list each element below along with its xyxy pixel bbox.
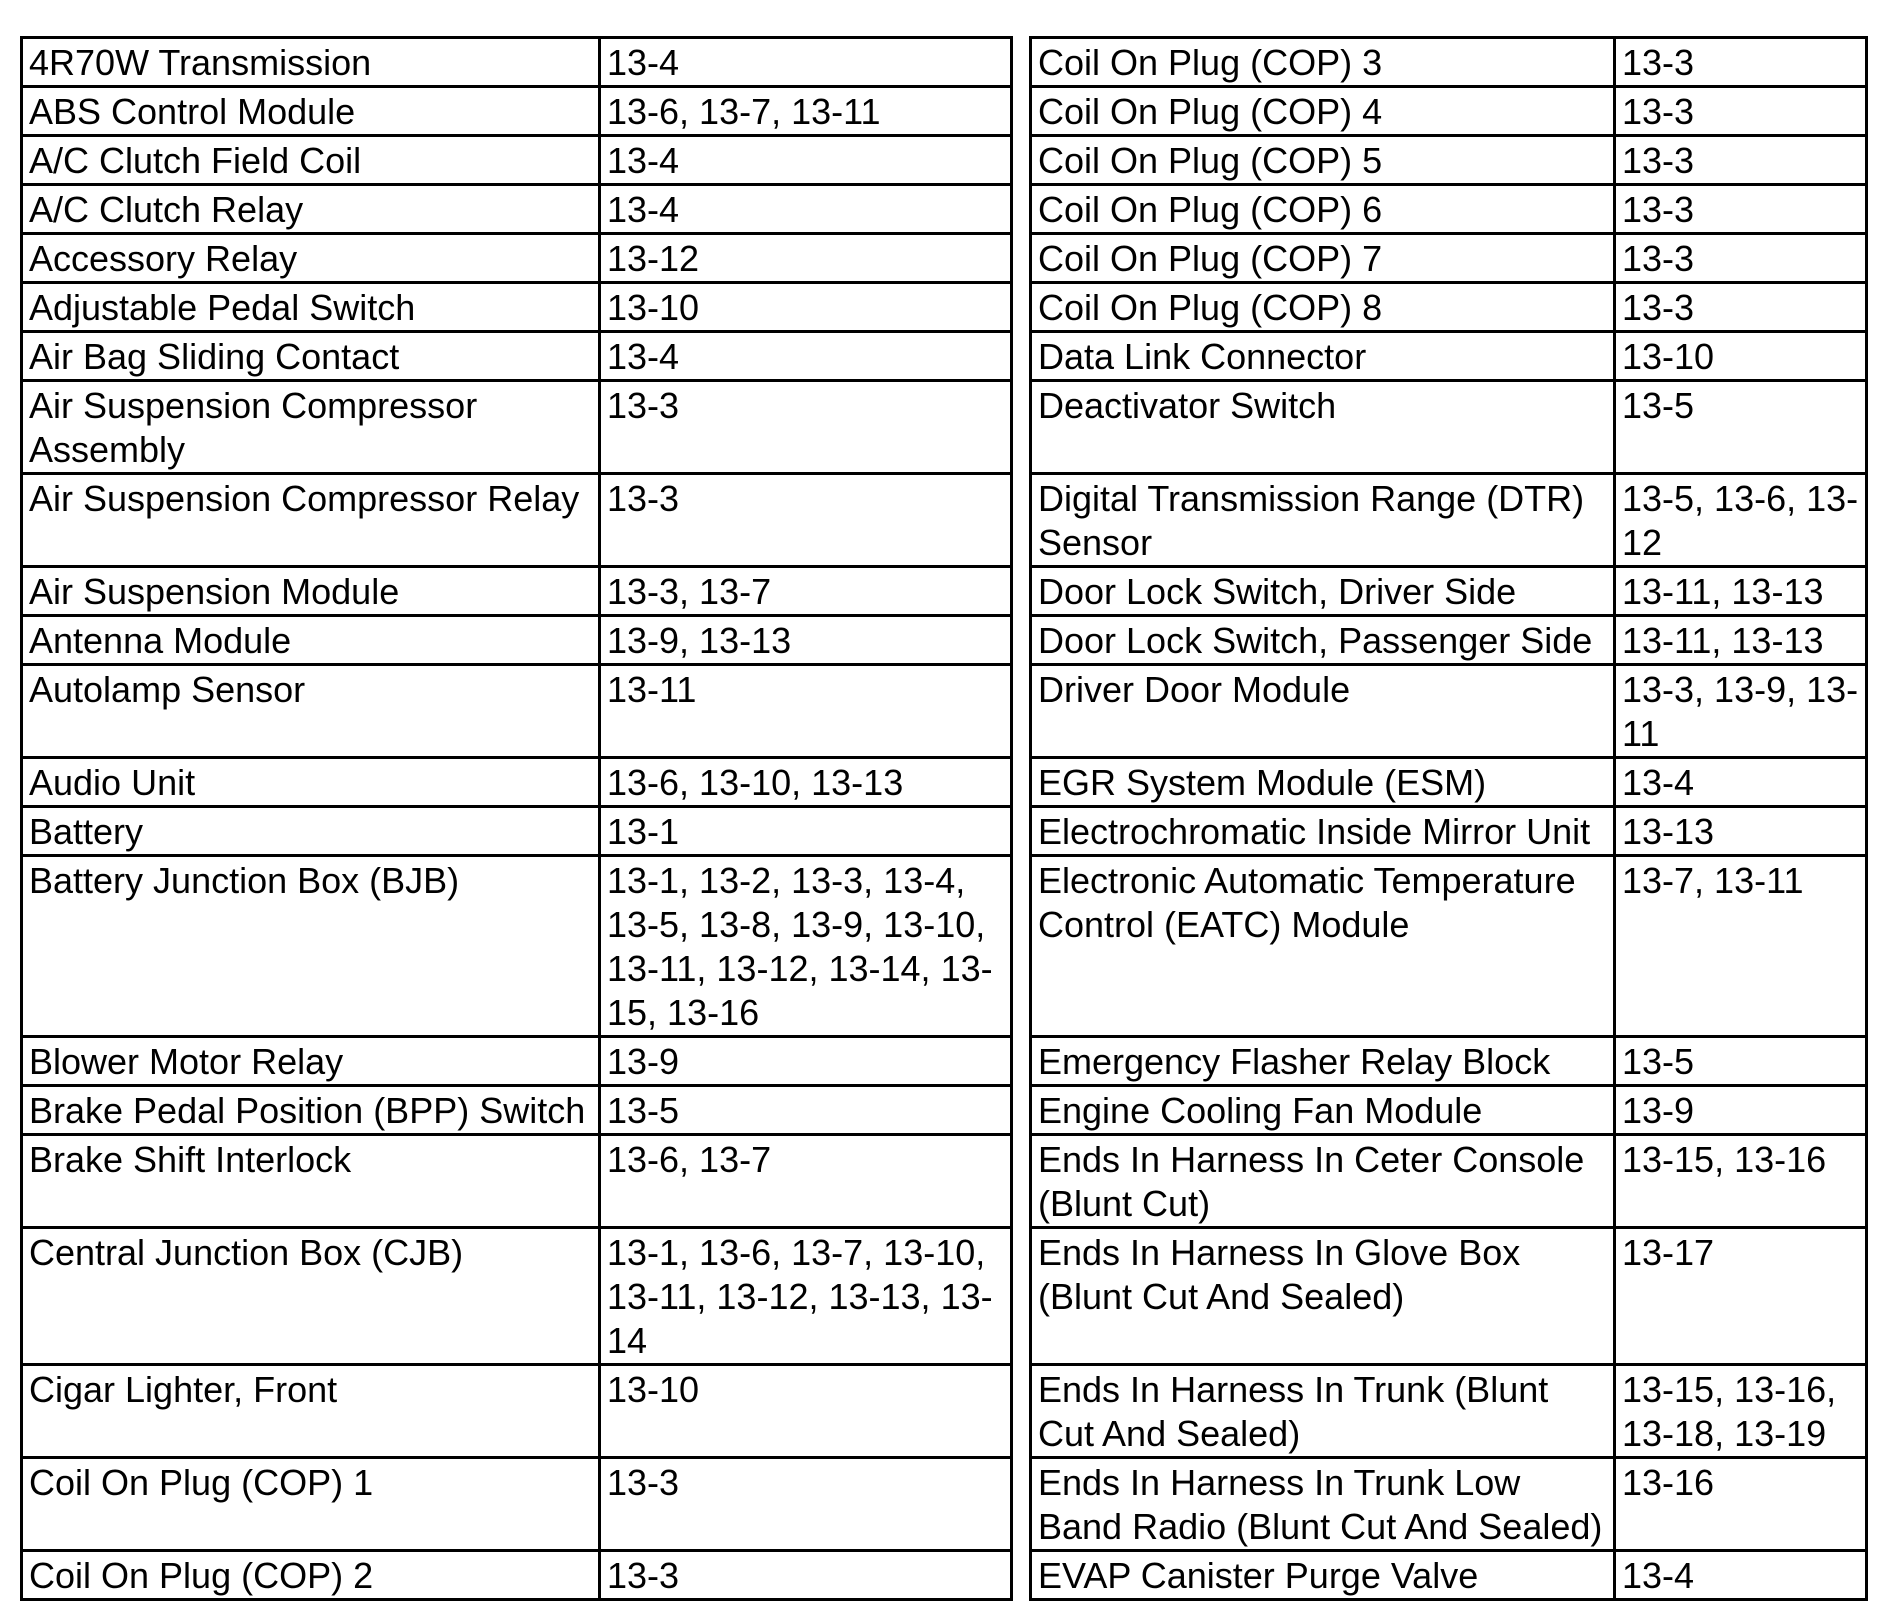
component-name-cell: Audio Unit [22,758,600,807]
component-name-cell: Adjustable Pedal Switch [22,283,600,332]
component-name-cell: Emergency Flasher Relay Block [1031,1037,1615,1086]
page-reference-cell: 13-16 [1615,1458,1867,1551]
component-name-cell: 4R70W Transmission [22,38,600,87]
table-row [22,234,1012,283]
page-reference-cell: 13-4 [1615,1551,1867,1600]
page-reference-cell: 13-3 [1615,234,1867,283]
table-row [22,665,1012,758]
page-reference-cell: 13-9 [600,1037,1012,1086]
table-row [22,185,1012,234]
table-row [1031,1135,1867,1228]
component-name-cell: Door Lock Switch, Passenger Side [1031,616,1615,665]
component-name-cell: Ends In Harness In Trunk (Blunt Cut And Sealed) [1031,1365,1615,1458]
table-row [1031,1228,1867,1365]
component-name-cell: EGR System Module (ESM) [1031,758,1615,807]
table-row [22,381,1012,474]
page-reference-cell: 13-3 [1615,185,1867,234]
component-name-cell: Engine Cooling Fan Module [1031,1086,1615,1135]
table-row [22,856,1012,1037]
component-name-cell: Blower Motor Relay [22,1037,600,1086]
component-name-cell: Coil On Plug (COP) 1 [22,1458,600,1551]
table-row [1031,381,1867,474]
component-name-cell: Air Suspension Module [22,567,600,616]
page-reference-cell: 13-6, 13-7 [600,1135,1012,1228]
table-row [22,136,1012,185]
page-reference-cell: 13-11, 13-13 [1615,616,1867,665]
component-name-cell: Driver Door Module [1031,665,1615,758]
page-reference-cell: 13-1 [600,807,1012,856]
page-reference-cell: 13-4 [600,136,1012,185]
component-name-cell: Air Bag Sliding Contact [22,332,600,381]
component-name-cell: Accessory Relay [22,234,600,283]
component-name-cell: Coil On Plug (COP) 8 [1031,283,1615,332]
table-row [22,1086,1012,1135]
table-row [22,1365,1012,1458]
table-row [22,1228,1012,1365]
component-name-cell: Air Suspension Compressor Assembly [22,381,600,474]
page-reference-cell: 13-7, 13-11 [1615,856,1867,1037]
table-row [1031,283,1867,332]
page-reference-cell: 13-3 [1615,136,1867,185]
table-row [22,474,1012,567]
page-reference-cell: 13-13 [1615,807,1867,856]
component-name-cell: Deactivator Switch [1031,381,1615,474]
component-name-cell: Ends In Harness In Glove Box (Blunt Cut And Sealed) [1031,1228,1615,1365]
component-name-cell: Electrochromatic Inside Mirror Unit [1031,807,1615,856]
right-index-table [1029,36,1868,1601]
page-reference-cell: 13-3 [1615,38,1867,87]
page-reference-cell: 13-3 [1615,283,1867,332]
page-reference-cell: 13-11 [600,665,1012,758]
page-reference-cell: 13-3 [600,474,1012,567]
page-reference-cell: 13-3 [600,1458,1012,1551]
table-row [1031,474,1867,567]
page-reference-cell: 13-1, 13-6, 13-7, 13-10, 13-11, 13-12, 13-13, 13-14 [600,1228,1012,1365]
component-name-cell: Battery Junction Box (BJB) [22,856,600,1037]
page-reference-cell: 13-6, 13-7, 13-11 [600,87,1012,136]
table-row [22,283,1012,332]
page-reference-cell: 13-4 [600,332,1012,381]
page-reference-cell: 13-15, 13-16, 13-18, 13-19 [1615,1365,1867,1458]
component-name-cell: Brake Shift Interlock [22,1135,600,1228]
page-reference-cell: 13-10 [600,1365,1012,1458]
table-row [22,1135,1012,1228]
component-name-cell: Coil On Plug (COP) 5 [1031,136,1615,185]
component-name-cell: Data Link Connector [1031,332,1615,381]
table-row [1031,567,1867,616]
table-row [1031,758,1867,807]
table-row [1031,807,1867,856]
table-row [22,1551,1012,1600]
component-name-cell: ABS Control Module [22,87,600,136]
table-row [1031,1086,1867,1135]
table-row [22,1458,1012,1551]
page-reference-cell: 13-3 [600,1551,1012,1600]
page-reference-cell: 13-3, 13-7 [600,567,1012,616]
page-reference-cell: 13-3 [1615,87,1867,136]
page-reference-cell: 13-5, 13-6, 13-12 [1615,474,1867,567]
page-reference-cell: 13-4 [600,185,1012,234]
table-row [1031,87,1867,136]
table-row [1031,136,1867,185]
component-name-cell: Antenna Module [22,616,600,665]
page-reference-cell: 13-3, 13-9, 13-11 [1615,665,1867,758]
page-reference-cell: 13-10 [600,283,1012,332]
component-name-cell: A/C Clutch Relay [22,185,600,234]
table-row [1031,1551,1867,1600]
table-row [1031,332,1867,381]
component-name-cell: Ends In Harness In Ceter Console (Blunt Cut) [1031,1135,1615,1228]
table-row [1031,38,1867,87]
component-name-cell: Digital Transmission Range (DTR) Sensor [1031,474,1615,567]
component-name-cell: Coil On Plug (COP) 3 [1031,38,1615,87]
table-row [22,758,1012,807]
component-index [20,36,1868,1596]
table-row [22,332,1012,381]
component-name-cell: Coil On Plug (COP) 4 [1031,87,1615,136]
left-index-table [20,36,1013,1601]
component-name-cell: Coil On Plug (COP) 7 [1031,234,1615,283]
table-row [1031,185,1867,234]
table-row [1031,616,1867,665]
component-name-cell: Battery [22,807,600,856]
page-reference-cell: 13-1, 13-2, 13-3, 13-4, 13-5, 13-8, 13-9, 13-10, 13-11, 13-12, 13-14, 13-15, 13-16 [600,856,1012,1037]
component-name-cell: Coil On Plug (COP) 6 [1031,185,1615,234]
page-reference-cell: 13-5 [1615,381,1867,474]
page-reference-cell: 13-15, 13-16 [1615,1135,1867,1228]
table-row [22,807,1012,856]
component-name-cell: EVAP Canister Purge Valve [1031,1551,1615,1600]
table-row [1031,234,1867,283]
component-name-cell: Autolamp Sensor [22,665,600,758]
table-row [22,616,1012,665]
component-name-cell: Cigar Lighter, Front [22,1365,600,1458]
page-reference-cell: 13-12 [600,234,1012,283]
table-row [1031,856,1867,1037]
page-reference-cell: 13-5 [1615,1037,1867,1086]
page-reference-cell: 13-9, 13-13 [600,616,1012,665]
table-row [22,87,1012,136]
component-name-cell: Central Junction Box (CJB) [22,1228,600,1365]
page-reference-cell: 13-5 [600,1086,1012,1135]
component-name-cell: Brake Pedal Position (BPP) Switch [22,1086,600,1135]
table-row [1031,665,1867,758]
right-index-body [1031,38,1867,1600]
table-row [22,567,1012,616]
component-name-cell: Electronic Automatic Temperature Control (EATC) Module [1031,856,1615,1037]
page-reference-cell: 13-10 [1615,332,1867,381]
component-name-cell: Air Suspension Compressor Relay [22,474,600,567]
component-name-cell: Door Lock Switch, Driver Side [1031,567,1615,616]
component-name-cell: A/C Clutch Field Coil [22,136,600,185]
table-row [1031,1458,1867,1551]
table-row [22,1037,1012,1086]
component-name-cell: Coil On Plug (COP) 2 [22,1551,600,1600]
table-row [1031,1365,1867,1458]
page-reference-cell: 13-11, 13-13 [1615,567,1867,616]
page-reference-cell: 13-4 [600,38,1012,87]
page-reference-cell: 13-4 [1615,758,1867,807]
table-row [1031,1037,1867,1086]
page-reference-cell: 13-6, 13-10, 13-13 [600,758,1012,807]
page-reference-cell: 13-3 [600,381,1012,474]
page-reference-cell: 13-9 [1615,1086,1867,1135]
table-row [22,38,1012,87]
left-index-body [22,38,1012,1600]
component-name-cell: Ends In Harness In Trunk Low Band Radio (Blunt Cut And Sealed) [1031,1458,1615,1551]
page-reference-cell: 13-17 [1615,1228,1867,1365]
